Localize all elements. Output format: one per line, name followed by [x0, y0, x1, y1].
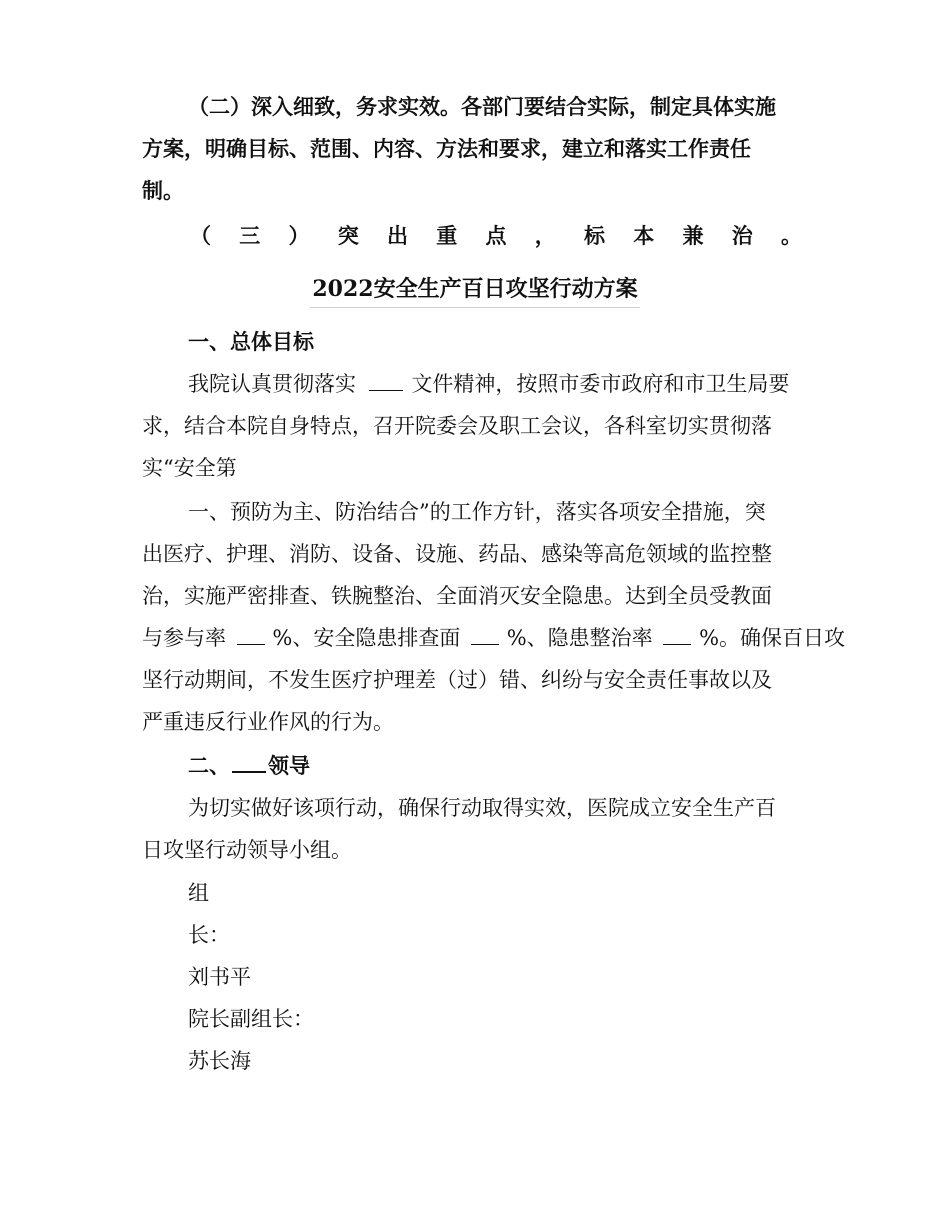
section-two-point-line-2: 方案，明确目标、范围、内容、方法和要求，建立和落实工作责任: [142, 136, 751, 161]
deputy-name: 苏长海: [188, 1049, 251, 1073]
text-run: 二、: [188, 753, 230, 778]
part-one-paragraph-1-line-1: [188, 368, 807, 400]
fill-in-blank: [663, 624, 691, 645]
part-one-paragraph-1-line-2: 求，结合本院自身特点，召开院委会及职工会议，各科室切实贯彻落: [142, 414, 772, 438]
fill-in-blank: [471, 624, 499, 645]
part-one-paragraph-2-line-4: [142, 622, 846, 654]
part-one-paragraph-2-line-2: 出医疗、护理、消防、设备、设施、药品、感染等高危领域的监控整: [142, 542, 772, 566]
section-two-point-line-3: 制。: [142, 178, 184, 203]
part-two-paragraph-line-1: 为切实做好该项行动，确保行动取得实效，医院成立安全生产百: [188, 796, 776, 820]
section-three-char: ，: [534, 223, 556, 248]
document-title-text: 2022安全生产百日攻坚行动方案: [310, 273, 639, 308]
part-one-heading: 一、总体目标: [188, 329, 314, 354]
section-three-char: ）: [288, 223, 310, 248]
section-three-point: [190, 220, 802, 252]
text-run: %、隐患整治率: [506, 626, 653, 650]
part-two-paragraph-line-2: 日攻坚行动领导小组。: [142, 838, 352, 862]
fill-in-blank: [369, 370, 403, 391]
section-three-char: 本: [633, 223, 655, 248]
part-two-heading: [188, 750, 807, 782]
fill-in-blank: [237, 624, 265, 645]
section-two-point-line-1: （二）深入细致，务求实效。各部门要结合实际，制定具体实施: [188, 94, 776, 119]
section-three-char: 出: [387, 223, 408, 248]
section-three-char: 突: [337, 223, 359, 248]
fill-in-blank: [232, 751, 266, 773]
text-run: 与参与率: [142, 626, 226, 650]
part-one-paragraph-2-line-3: 治，实施严密排查、铁腕整治、全面消灭安全隐患。达到全员受教面: [142, 584, 772, 608]
section-three-char: 点: [485, 223, 507, 248]
leader-name: 刘书平: [188, 965, 251, 989]
section-three-char: 三: [239, 223, 261, 248]
section-three-char: （: [190, 223, 211, 248]
deputy-label: 院长副组长：: [188, 1007, 314, 1031]
section-three-char: 兼: [682, 223, 704, 248]
leader-label-part-2: 长：: [188, 923, 230, 947]
part-one-paragraph-2-line-5: 坚行动期间，不发生医疗护理差（过）错、纠纷与安全责任事故以及: [142, 668, 772, 692]
section-three-char: 治: [731, 223, 753, 248]
section-three-char: 标: [584, 223, 605, 248]
part-one-paragraph-1-line-3: 实“安全第: [142, 456, 237, 480]
text-run: 文件精神，按照市委市政府和市卫生局要: [411, 372, 790, 396]
part-one-paragraph-2-line-1: 一、预防为主、防治结合”的工作方针，落实各项安全措施，突: [188, 500, 766, 524]
section-three-char: 重: [436, 223, 458, 248]
leader-label-part-1: 组: [188, 881, 209, 905]
part-one-paragraph-2-line-6: 严重违反行业作风的行为。: [142, 710, 394, 734]
text-run: %、安全隐患排查面: [272, 626, 461, 650]
section-three-char: 。: [781, 223, 802, 248]
text-run: 我院认真贯彻落实: [188, 372, 356, 396]
text-run: 领导: [268, 753, 310, 778]
document-title: [0, 273, 950, 308]
text-run: %。确保百日攻: [699, 626, 846, 650]
